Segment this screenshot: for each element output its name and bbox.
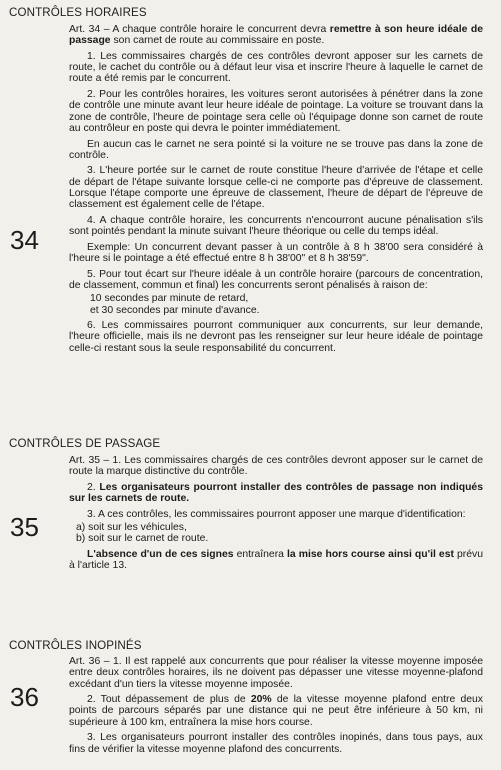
article-34-paragraph-2b: En aucun cas le carnet ne sera pointé si la voiture ne se trouve pas dans la zone de contrôle. xyxy=(69,138,483,161)
article-34-intro-text: Art. 34 – A chaque contrôle horaire le concurrent devra xyxy=(69,24,330,35)
article-34-penalty-list xyxy=(69,293,483,316)
article-34-paragraph-4: 4. A chaque contrôle horaire, les concurrents n'encourront aucune pénalisation s'ils sont pointés pendant la minute suivant l'heure théorique ou celle du temps idéal. xyxy=(69,214,483,238)
article-number-35: 35 xyxy=(10,512,39,542)
article-34-intro-rest: son carnet de route au commissaire en poste. xyxy=(110,35,325,47)
section-title-controles-horaires: CONTRÔLES HORAIRES xyxy=(9,6,147,19)
article-34-paragraph-2: 2. Pour les contrôles horaires, les voitures seront autorisées à pénétrer dans la zone de contrôle une minute avant leur heure idéale de pointage. La voiture se trouvant dans la zone de contrôle, l'heure de pointage sera celle où l'équipage donne son carnet de route au contrôleur en poste qui devra le pointer immédiatement. xyxy=(69,89,483,134)
article-36-paragraph-3: 3. Les organisateurs pourront installer des contrôles inopinés, dans tous pays, aux fins de vérifier la vitesse moyenne plafond des concurrents. xyxy=(69,732,483,755)
article-36-body xyxy=(69,656,483,759)
article-34-example: Exemple: Un concurrent devant passer à un contrôle à 8 h 38'00 sera considéré à l'heure si le pointage a été effectué entre 8 h 38'00" et 8 h 38'59". xyxy=(69,241,483,265)
article-36-paragraph-2-start: 2. Tout dépassement de plus de xyxy=(87,694,251,706)
article-35-paragraph-3: 3. A ces contrôles, les commissaires pourront apposer une marque d'identification: xyxy=(87,508,466,520)
article-35-paragraph-4 xyxy=(69,549,483,572)
section-title-controles-de-passage: CONTRÔLES DE PASSAGE xyxy=(9,437,161,450)
article-35-paragraph-4-bold-1: L'absence d'un de ces signes xyxy=(87,548,234,560)
list-item: 10 secondes par minute de retard, xyxy=(90,293,249,305)
article-number-36: 36 xyxy=(10,682,39,712)
list-item: b) soit sur le carnet de route. xyxy=(76,533,209,545)
article-34-paragraph-6: 6. Les commissaires pourront communiquer aux concurrents, sur leur demande, l'heure officielle, mais ils ne devront pas les renseigner sur leur heure idéale de pointage celle-ci restant sous la seule responsabilité du concurrent. xyxy=(69,319,483,354)
article-36-paragraph-2-bold: 20% xyxy=(250,694,272,706)
section-title-controles-inopines: CONTRÔLES INOPINÉS xyxy=(9,639,142,652)
article-35-paragraph-2 xyxy=(69,482,483,505)
article-35-paragraph-4-mid: entraînera xyxy=(233,548,288,560)
article-34-intro xyxy=(69,24,483,47)
article-34-intro-bold: remettre à son heure idéale de passage xyxy=(69,24,483,47)
article-36-paragraph-2 xyxy=(69,694,483,728)
article-35-paragraph-4-rest: prévu à l'article 13. xyxy=(69,548,483,571)
article-number-34: 34 xyxy=(10,225,39,255)
article-35-paragraph-2-bold: Les organisateurs pourront installer des contrôles de passage non indiqués sur les carnets de route. xyxy=(69,481,483,505)
article-34-paragraph-1: 1. Les commissaires chargés de ces contrôles devront apposer sur les carnets de route, le cachet du contrôle ou à défaut leur visa et inscrire l'heure à laquelle le carnet de route a été remis par le concurrent. xyxy=(69,50,483,85)
article-34-body xyxy=(69,24,483,358)
article-36-paragraph-2-rest: de la vitesse moyenne plafond entre deux points de parcours séparés par une distance qui ne peut être inférieure à 50 km, ni supérieure à 100 km, entraînera la mise hors course. xyxy=(69,694,483,728)
article-34-paragraph-3: 3. L'heure portée sur le carnet de route constitue l'heure d'arrivée de l'étape et celle de départ de l'étape suivante lorsque celle-ci ne comporte pas d'épreuve de classement. Lorsque l'étape comporte une épreuve de classement, l'heure de départ de l'épreuve de classement est également celle de l'étape. xyxy=(69,165,483,211)
article-34-paragraph-5: 5. Pour tout écart sur l'heure idéale à un contrôle horaire (parcours de concentration, de classement, commun et final) les concurrents seront pénalisés à raison de: xyxy=(69,268,483,292)
article-35-identification-list xyxy=(69,522,483,545)
article-36-paragraph-1: Art. 36 – 1. Il est rappelé aux concurrents que pour réaliser la vitesse moyenne imposée entre deux contrôles horaires, ils ne doivent pas dépasser une vitesse moyenne-plafond excédant d'un tiers la vitesse moyenne imposée. xyxy=(69,656,483,690)
list-item: et 30 secondes par minute d'avance. xyxy=(90,304,260,316)
article-35-body xyxy=(69,455,483,576)
article-35-paragraph-1: Art. 35 – 1. Les commissaires chargés de ces contrôles devront apposer sur le carnet de route la marque distinctive du contrôle. xyxy=(69,455,483,478)
article-35-paragraph-4-bold-2: la mise hors course ainsi qu'il est xyxy=(287,548,454,560)
list-item: a) soit sur les véhicules, xyxy=(76,522,187,534)
article-35-paragraph-2-number: 2. xyxy=(87,481,100,493)
